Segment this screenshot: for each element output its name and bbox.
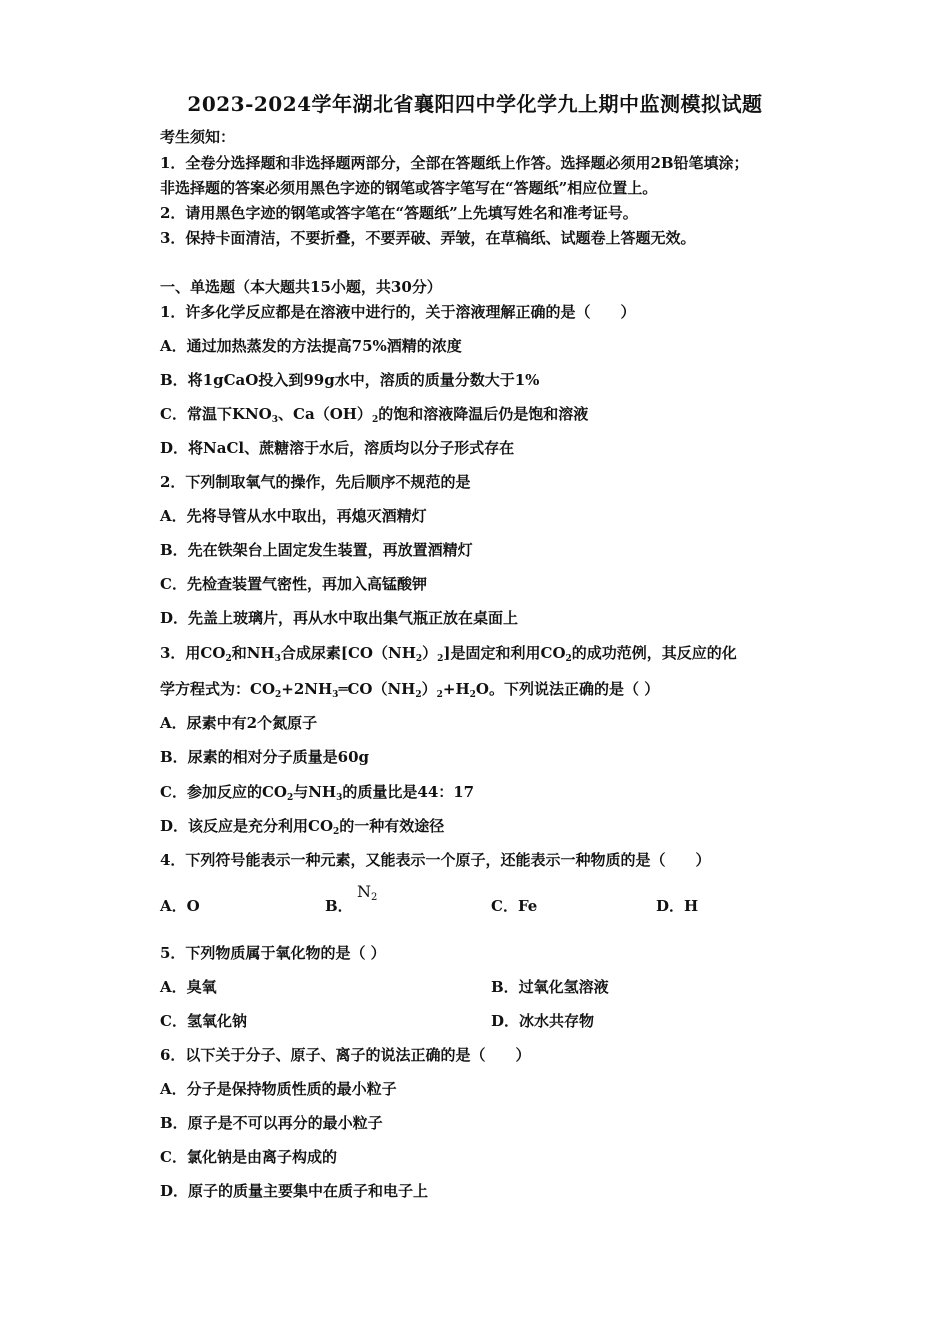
q1-option-d: D．将NaCl、蔗糖溶于水后，溶质均以分子形式存在 bbox=[160, 439, 515, 457]
text: D．该反应是充分利用CO bbox=[160, 817, 334, 835]
subscript: 2 bbox=[437, 654, 444, 664]
subscript: 2 bbox=[415, 690, 422, 700]
q5-option-a: A．臭氧 bbox=[160, 978, 217, 996]
text: 合成尿素[CO（NH bbox=[280, 644, 416, 662]
subscript: 2 bbox=[436, 690, 443, 700]
q4-option-d: D．H bbox=[656, 897, 699, 915]
text: ） bbox=[421, 680, 437, 698]
q3-option-b: B．尿素的相对分子质量是60g bbox=[160, 748, 370, 766]
q5-option-c: C．氢氧化钠 bbox=[160, 1012, 247, 1030]
q4-stem: 4．下列符号能表示一种元素，又能表示一个原子，还能表示一种物质的是（ ） bbox=[160, 851, 711, 869]
q6-option-b: B．原子是不可以再分的最小粒子 bbox=[160, 1114, 383, 1132]
subscript: 2 bbox=[469, 690, 476, 700]
subscript: 2 bbox=[371, 415, 379, 425]
notice-heading: 考生须知： bbox=[160, 128, 236, 146]
q3-option-d bbox=[160, 816, 444, 836]
text: 的饱和溶液降温后仍是饱和溶液 bbox=[378, 405, 589, 423]
section-heading: 一、单选题（本大题共15小题，共30分） bbox=[160, 278, 442, 296]
q4-option-b: B． bbox=[325, 897, 353, 915]
subscript: 2 bbox=[565, 654, 572, 664]
q1-stem: 1．许多化学反应都是在溶液中进行的，关于溶液理解正确的是（ ） bbox=[160, 303, 636, 321]
text: 的一种有效途径 bbox=[339, 817, 445, 835]
q2-stem: 2．下列制取氧气的操作，先后顺序不规范的是 bbox=[160, 473, 471, 491]
notice-item-2: 2．请用黑色字迹的钢笔或答字笔在“答题纸”上先填写姓名和准考证号。 bbox=[160, 204, 638, 222]
text: ） bbox=[422, 644, 438, 662]
text: 和NH bbox=[231, 644, 275, 662]
q2-option-d: D．先盖上玻璃片，再从水中取出集气瓶正放在桌面上 bbox=[160, 609, 519, 627]
text: ]是固定和利用CO bbox=[443, 644, 566, 662]
subscript: 2 bbox=[286, 793, 294, 803]
subscript: 2 bbox=[225, 654, 232, 664]
notice-item-1a: 1．全卷分选择题和非选择题两部分，全部在答题纸上作答。选择题必须用2B铅笔填涂； bbox=[160, 154, 749, 172]
q6-option-c: C．氯化钠是由离子构成的 bbox=[160, 1148, 337, 1166]
text: 的质量比是44：17 bbox=[342, 783, 475, 801]
notice-item-1b: 非选择题的答案必须用黑色字迹的钢笔或答字笔写在“答题纸”相应位置上。 bbox=[160, 179, 658, 197]
q3-option-c bbox=[160, 782, 474, 802]
subscript: 3 bbox=[336, 793, 343, 803]
subscript: 3 bbox=[332, 690, 339, 700]
text: +H bbox=[442, 680, 470, 698]
q1-option-b: B．将1gCaO投入到99g水中，溶质的质量分数大于1% bbox=[160, 371, 540, 389]
subscript: 2 bbox=[415, 654, 423, 664]
q2-option-a: A．先将导管从水中取出，再熄灭酒精灯 bbox=[160, 507, 427, 525]
subscript: 3 bbox=[271, 415, 279, 425]
subscript: 2 bbox=[371, 892, 378, 903]
text: O。下列说法正确的是（ ） bbox=[475, 680, 660, 698]
q3-stem-line-1 bbox=[160, 643, 737, 663]
q4-option-c: C．Fe bbox=[491, 897, 538, 915]
q6-option-d: D．原子的质量主要集中在质子和电子上 bbox=[160, 1182, 429, 1200]
q5-stem: 5．下列物质属于氧化物的是（ ） bbox=[160, 944, 386, 962]
text: C．参加反应的CO bbox=[160, 783, 287, 801]
q6-stem: 6．以下关于分子、原子、离子的说法正确的是（ ） bbox=[160, 1046, 531, 1064]
q1-option-c bbox=[160, 404, 588, 424]
subscript: 2 bbox=[275, 690, 282, 700]
q4-option-a: A．O bbox=[160, 897, 200, 915]
q2-option-c: C．先检查装置气密性，再加入高锰酸钾 bbox=[160, 575, 427, 593]
q6-option-a: A．分子是保持物质性质的最小粒子 bbox=[160, 1080, 397, 1098]
subscript: 3 bbox=[274, 654, 281, 664]
notice-item-3: 3．保持卡面清洁，不要折叠，不要弄破、弄皱，在草稿纸、试题卷上答题无效。 bbox=[160, 229, 696, 247]
text: C．常温下KNO bbox=[160, 405, 272, 423]
q3-option-a: A．尿素中有2个氮原子 bbox=[160, 714, 318, 732]
text: 3．用CO bbox=[160, 644, 226, 662]
q1-option-a: A．通过加热蒸发的方法提高75%酒精的浓度 bbox=[160, 337, 462, 355]
text: ═CO（NH bbox=[338, 680, 416, 698]
q2-option-b: B．先在铁架台上固定发生装置，再放置酒精灯 bbox=[160, 541, 473, 559]
page-title: 2023-2024学年湖北省襄阳四中学化学九上期中监测模拟试题 bbox=[187, 92, 763, 116]
text: 与NH bbox=[293, 783, 337, 801]
q5-option-b: B．过氧化氢溶液 bbox=[491, 978, 609, 996]
text: +2NH bbox=[281, 680, 333, 698]
text: N bbox=[357, 882, 371, 901]
text: 、Ca（OH） bbox=[278, 405, 372, 423]
subscript: 2 bbox=[333, 827, 340, 837]
q3-stem-line-2 bbox=[160, 679, 659, 699]
q5-option-d: D．冰水共存物 bbox=[491, 1012, 595, 1030]
q4-option-b-formula bbox=[357, 882, 377, 901]
text: 学方程式为：CO bbox=[160, 680, 276, 698]
text: 的成功范例，其反应的化 bbox=[571, 644, 737, 662]
